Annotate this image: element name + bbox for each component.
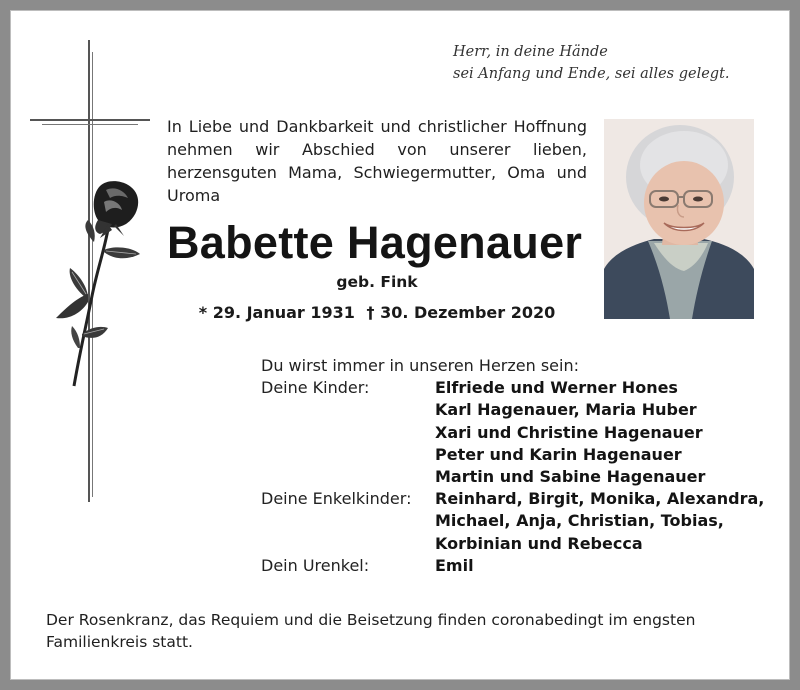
group-names xyxy=(435,377,705,488)
mourner-name: Korbinian und Rebecca xyxy=(435,533,643,553)
motto-line-1: Herr, in deine Hände xyxy=(453,44,608,60)
funeral-notice: Der Rosenkranz, das Requiem und die Beisetzung finden coronabedingt im engsten Familienkreis statt. xyxy=(46,611,696,651)
portrait-photo xyxy=(604,119,754,319)
group-names xyxy=(435,555,474,577)
birth-date: * 29. Januar 1931 xyxy=(198,303,355,322)
mourners-lead: Du wirst immer in unseren Herzen sein: xyxy=(261,356,579,375)
mourners-section xyxy=(261,355,771,577)
motto-verse xyxy=(453,41,753,85)
mourner-group-great-grandchild xyxy=(261,555,771,577)
life-dates xyxy=(167,302,587,324)
death-date: † 30. Dezember 2020 xyxy=(366,303,556,322)
maiden-name: geb. Fink xyxy=(336,273,418,291)
mourner-name: Karl Hagenauer, Maria Huber xyxy=(435,400,697,420)
mourner-name: Martin und Sabine Hagenauer xyxy=(435,467,706,487)
mourner-name: Reinhard, Birgit, Monika, Alexandra, xyxy=(435,489,765,509)
mourner-name: Elfriede und Werner Hones xyxy=(435,378,678,398)
cross-horizontal-beam xyxy=(30,119,150,121)
cross-horizontal-beam-inner xyxy=(42,124,138,125)
mourner-group-grandchildren xyxy=(261,488,771,555)
mourner-name: Xari und Christine Hagenauer xyxy=(435,422,703,442)
group-label: Deine Kinder: xyxy=(261,378,370,398)
mourner-name: Michael, Anja, Christian, Tobias, xyxy=(435,511,724,531)
group-label: Dein Urenkel: xyxy=(261,555,370,575)
deceased-name: Babette Hagenauer xyxy=(167,217,583,268)
intro-text: In Liebe und Dankbarkeit und christlicher Hoffnung nehmen wir Abschied von unserer lieben, herzensguten Mama, Schwiegermutter, Oma und Uroma xyxy=(167,117,587,205)
mourner-group-children xyxy=(261,377,771,488)
group-names xyxy=(435,488,764,555)
motto-line-2: sei Anfang und Ende, sei alles gelegt. xyxy=(453,66,730,82)
mourner-name: Peter und Karin Hagenauer xyxy=(435,444,682,464)
rose-icon xyxy=(48,176,148,396)
group-label: Deine Enkelkinder: xyxy=(261,489,412,509)
mourner-name: Emil xyxy=(435,555,474,575)
